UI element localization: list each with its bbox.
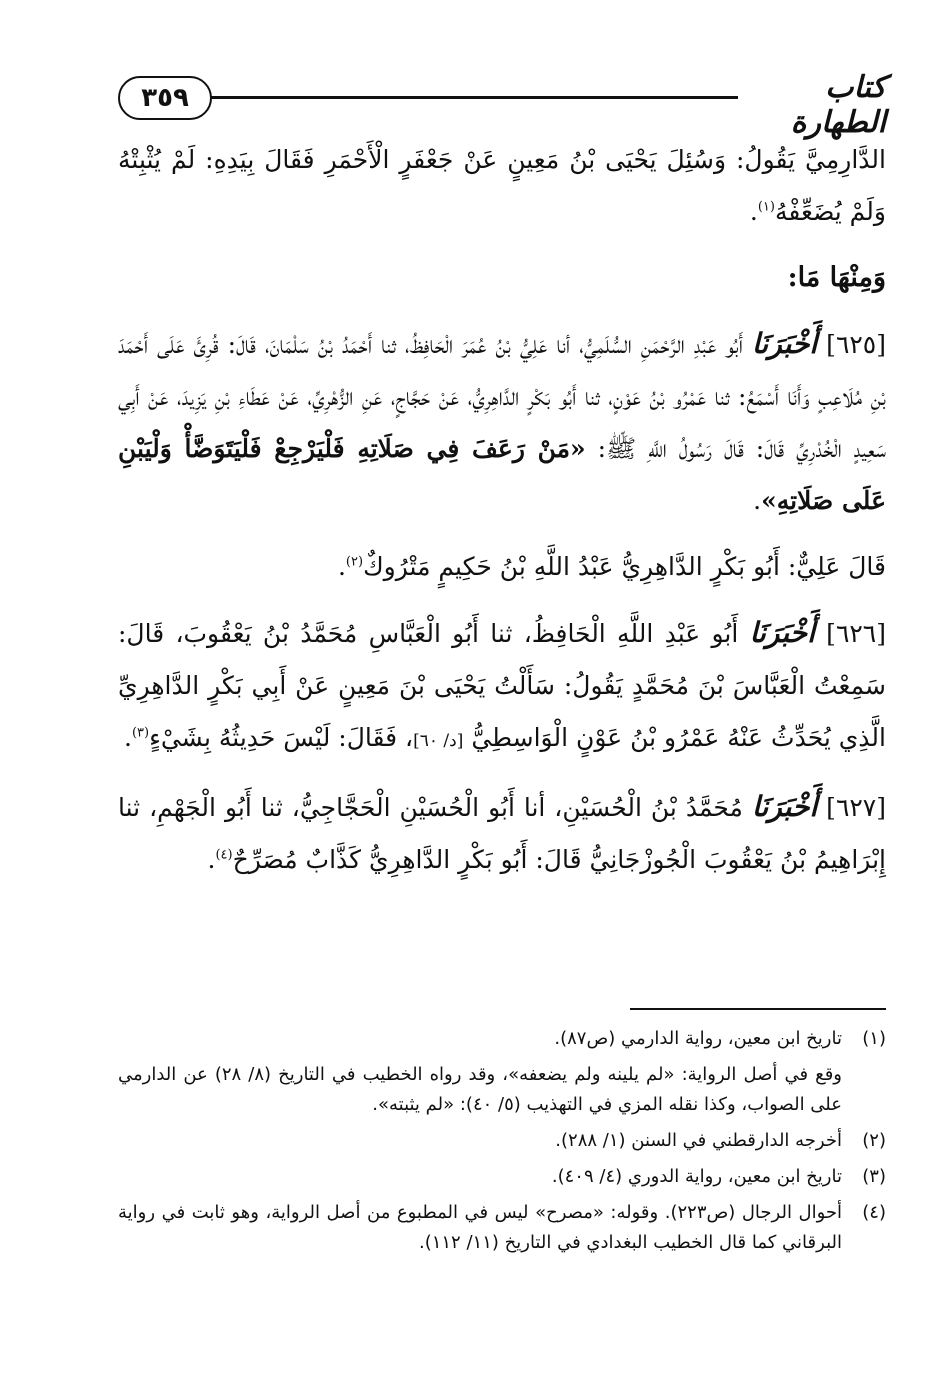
hadith-end: . <box>207 845 216 874</box>
hadith-number: [٦٢٧] <box>826 793 886 822</box>
footnote-number: (٤) <box>862 1202 886 1223</box>
footnote-text: تاريخ ابن معين، رواية الدوري (٤/ ٤٠٩). <box>551 1166 842 1187</box>
hadith-text: مُحَمَّدُ بْنُ الْحُسَيْنِ، أنا أَبُو الْحُسَيْنِ الْحَجَّاجِيُّ، ثنا أَبُو الْجَهْمِ، ثنا إِبْرَاهِيمُ بْنُ يَعْقُوبَ الْجُوزْجَانِيُّ قَالَ: أَبُو بَكْرٍ الدَّاهِرِيُّ كَذَّابٌ مُصَرِّحٌ <box>118 793 886 874</box>
footnote-3 <box>118 1162 886 1192</box>
header-rule <box>210 96 738 99</box>
book-title: كتاب الطهارة <box>790 70 886 140</box>
qala-ali-end: . <box>337 552 346 581</box>
qala-ali-paragraph <box>118 541 886 593</box>
hadith-text-cont: ، فَقَالَ: لَيْسَ حَدِيثُهُ بِشَيْءٍ <box>149 723 414 752</box>
intro-end: . <box>749 197 758 226</box>
page-number: ٣٥٩ <box>118 76 212 120</box>
sub-heading: وَمِنْهَا مَا: <box>787 262 886 293</box>
footnote-number: (٣) <box>862 1166 886 1187</box>
main-text <box>118 134 886 900</box>
hadith-isnad: أَبُو عَبْدِ الرَّحْمَنِ السُّلَمِيُّ، أنا عَلِيُّ بْنُ عُمَرَ الْحَافِظُ، ثنا أَحْمَدُ بْنُ سَلْمَانَ، قَالَ: قُرِئَ عَلَى أَحْمَدَ بْنِ مُلَاعِبٍ وَأَنَا أَسْمَعُ: ثنا عَمْرُو بْنُ عَوْنٍ، ثنا أَبُو بَكْرٍ الدَّاهِرِيُّ، عَنْ حَجَّاجٍ، عَنِ الزُّهْرِيِّ، عَنْ عَطَاءِ بْنِ يَزِيدَ، عَنْ أَبِي سَعِيدٍ الْخُدْرِيِّ قَالَ: قَالَ رَسُولُ اللَّهِ ﷺ: <box>118 330 886 463</box>
akhbarana-word: أَخْبَرَنَا <box>751 327 818 360</box>
hadith-end: . <box>123 723 132 752</box>
footnote-text: تاريخ ابن معين، رواية الدارمي (ص٨٧). <box>554 1028 842 1049</box>
footnote-number: (١) <box>862 1028 886 1049</box>
hadith-matn: «مَنْ رَعَفَ فِي صَلَاتِهِ فَلْيَرْجِعْ فَلْيَتَوَضَّأْ وَلْيَبْنِ عَلَى صَلَاتِهِ» <box>118 434 886 515</box>
footnote-ref-3: (٣) <box>131 725 150 741</box>
footnote-2 <box>118 1126 886 1156</box>
intro-paragraph <box>118 134 886 238</box>
intro-text: الدَّارِمِيَّ يَقُولُ: وَسُئِلَ يَحْيَى بْنُ مَعِينٍ عَنْ جَعْفَرٍ الْأَحْمَرِ فَقَالَ بِيَدِهِ: لَمْ يُثْبِتْهُ وَلَمْ يُضَعِّفْهُ <box>118 145 886 226</box>
hadith-625 <box>118 318 886 527</box>
footnote-text: أخرجه الدارقطني في السنن (١/ ٢٨٨). <box>555 1130 842 1151</box>
qala-ali-text: قَالَ عَلِيٌّ: أَبُو بَكْرٍ الدَّاهِرِيُّ عَبْدُ اللَّهِ بْنُ حَكِيمٍ مَتْرُوكٌ <box>363 552 886 581</box>
hadith-627 <box>118 781 886 886</box>
footnote-text: وقع في أصل الرواية: «لم يلينه ولم يضعفه»، وقد رواه الخطيب في التاريخ (٨/ ٢٨) عن الدارمي على الصواب، وكذا نقله المزي في التهذيب (٥/ ٤٠): «لم يثبته». <box>118 1064 842 1115</box>
hadith-end: . <box>753 486 762 515</box>
footnote-ref-4: (٤) <box>215 847 233 863</box>
akhbarana-word: أَخْبَرَنَا <box>751 790 818 823</box>
hadith-626 <box>118 607 886 767</box>
akhbarana-word: أَخْبَرَنَا <box>749 616 815 649</box>
page-header <box>118 70 886 140</box>
footnotes <box>118 1024 886 1264</box>
footnote-1 <box>118 1024 886 1054</box>
footnote-number <box>842 1060 886 1120</box>
footnote-separator <box>630 1008 886 1010</box>
hadith-text: أَبُو عَبْدِ اللَّهِ الْحَافِظُ، ثنا أَبُو الْعَبَّاسِ مُحَمَّدُ بْنُ يَعْقُوبَ، قَالَ: سَمِعْتُ الْعَبَّاسَ بْنَ مُحَمَّدٍ يَقُولُ: سَأَلْتُ يَحْيَى بْنَ مَعِينٍ عَنْ أَبِي بَكْرٍ الدَّاهِرِيِّ الَّذِي يُحَدِّثُ عَنْهُ عَمْرُو بْنُ عَوْنٍ الْوَاسِطِيُّ <box>118 619 886 752</box>
footnote-text: أحوال الرجال (ص٢٢٣). وقوله: «مصرح» ليس في المطبوع من أصل الرواية، وهو ثابت في رواية البرقاني كما قال الخطيب البغدادي في التاريخ (١١/ ١١٢). <box>118 1202 842 1253</box>
hadith-number: [٦٢٥] <box>826 330 886 359</box>
footnote-number: (٢) <box>862 1130 886 1151</box>
footnote-1-continued <box>118 1060 886 1120</box>
footnote-ref-1: (١) <box>757 199 775 215</box>
footnote-ref-2: (٢) <box>345 554 364 570</box>
hadith-number: [٦٢٦] <box>826 619 886 648</box>
manuscript-marker: [د/ ٦٠] <box>413 731 464 751</box>
footnote-4 <box>118 1198 886 1258</box>
